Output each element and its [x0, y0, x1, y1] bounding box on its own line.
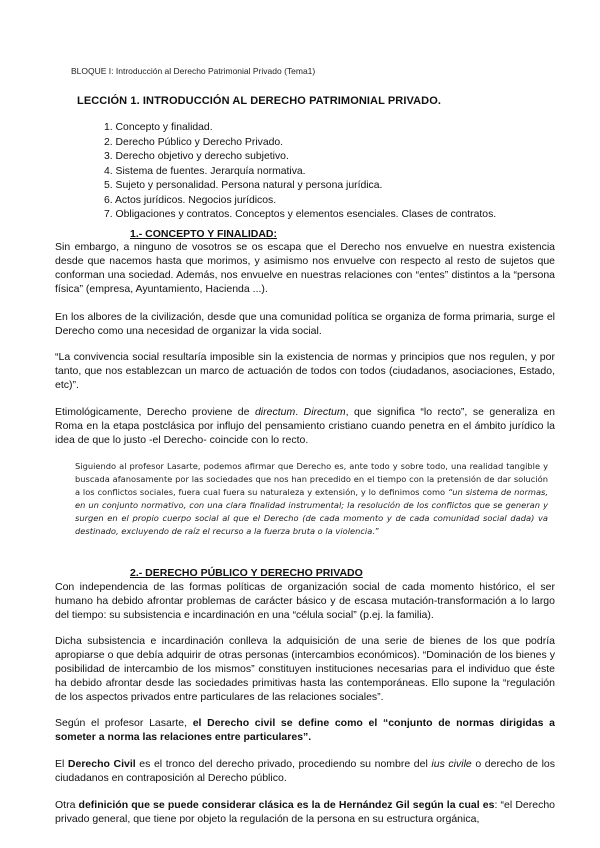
- latin-term: ius civile: [431, 758, 472, 770]
- table-of-contents: [104, 121, 496, 223]
- toc-item: 1. Concepto y finalidad.: [104, 122, 213, 133]
- bold-definition: definición que se puede considerar clásica es la de Hernández Gil según la cual es: [78, 799, 495, 811]
- section-2-paragraph-2: Dicha subsistencia e incardinación conlleva la adquisición de una serie de bienes de los que podría apropiarse o que debía adquirir de otras personas (intercambios económicos). “Dominación de los bienes y posibilidad de intercambio de los mismos” constituyen instituciones necesarias para el individuo que éste ha debido afrontar desde las sociedades primitivas hasta las contemporáneas. Ello supone la “regulación de los aspectos privados entre particulares de las relaciones sociales”.: [55, 635, 555, 703]
- section-2-title: 2.- DERECHO PÚBLICO Y DERECHO PRIVADO: [130, 567, 363, 579]
- text-run: Según el profesor Lasarte,: [55, 717, 193, 729]
- toc-item: 2. Derecho Público y Derecho Privado.: [104, 136, 284, 148]
- text-run: Siguiendo al profesor Lasarte, podemos afirmar que Derecho es, ante todo y sobre todo, una realidad tangible y buscada afanosamente por las sociedades que nos han precedido en el tiempo con la pretensión de dar solución a los conflictos sociales, fuera cual fuera su naturaleza y extensión, y lo definimos como: [75, 461, 548, 497]
- text-run: El: [55, 758, 68, 770]
- section-2-paragraph-3: [55, 716, 555, 744]
- toc-item: 3. Derecho objetivo y derecho subjetivo.: [104, 151, 289, 162]
- lesson-title: LECCIÓN 1. INTRODUCCIÓN AL DERECHO PATRIMONIAL PRIVADO.: [77, 95, 442, 107]
- text-run: o derecho de los ciudadanos en contraposición al Derecho público.: [55, 758, 555, 784]
- text-run: , que significa “lo recto”, se generaliza en Roma en la etapa postclásica por influjo del pensamiento cristiano cuando penetra en el ámbito jurídico la idea de que lo justo -el Derecho- coincide con lo recto.: [55, 406, 555, 446]
- section-2-paragraph-1: Con independencia de las formas políticas de organización social de cada momento histórico, el ser humano ha debido afrontar problemas de carácter básico y de escasa mutación-transformación a lo largo del tiempo: su subsistencia e incardinación en una “célula social” (p.ej. la familia).: [55, 581, 555, 621]
- text-run: es el tronco del derecho privado, procediendo su nombre del: [135, 758, 432, 770]
- latin-term: Directum: [303, 406, 346, 418]
- toc-item: 7. Obligaciones y contratos. Conceptos y elementos esenciales. Clases de contratos.: [104, 209, 497, 220]
- toc-item: 4. Sistema de fuentes. Jerarquía normativa.: [104, 165, 306, 177]
- text-run: Otra: [55, 799, 79, 811]
- text-run: Etimológicamente, Derecho proviene de: [55, 406, 255, 418]
- section-1-paragraph-4: [55, 405, 555, 447]
- section-1-title: 1.- CONCEPTO Y FINALIDAD:: [130, 228, 278, 240]
- toc-item: 5. Sujeto y personalidad. Persona natural y persona jurídica.: [104, 180, 383, 191]
- section-2-paragraph-4: [55, 757, 555, 785]
- running-header: BLOQUE I: Introducción al Derecho Patrimonial Privado (Tema1): [71, 66, 316, 76]
- section-2-paragraph-5: [55, 798, 555, 826]
- toc-item: 6. Actos jurídicos. Negocios jurídicos.: [104, 194, 277, 206]
- definition-quote: [75, 460, 548, 537]
- text-run: : “el Derecho privado general, que tiene por objeto la regulación de la persona en su estructura orgánica,: [55, 799, 556, 825]
- text-run: .”: [372, 525, 380, 536]
- latin-term: directum: [254, 406, 296, 418]
- section-1-paragraph-2: En los albores de la civilización, desde que una comunidad política se organiza de forma primaria, surge el Derecho como una necesidad de organizar la vida social.: [55, 311, 555, 337]
- section-1-paragraph-3: “La convivencia social resultaría imposible sin la existencia de normas y principios que nos regulen, y por tanto, que nos establezcan un marco de actuación de todos con todos (ciudadanos, asociaciones, Estado, etc)”.: [55, 351, 555, 391]
- text-run: .: [295, 406, 304, 418]
- bold-definition: el Derecho civil se define como el “conjunto de normas dirigidas a someter a norma las relaciones entre particulares”.: [55, 717, 555, 743]
- bold-term: Derecho Civil: [67, 758, 136, 770]
- section-1-paragraph-1: Sin embargo, a ninguno de vosotros se os escapa que el Derecho nos envuelve en nuestra existencia desde que nacemos hasta que morimos, y asimismo nos envuelve con respecto al resto de sujetos que conforman una sociedad. Además, nos envuelve en nuestras relaciones con “entes” distintos a la “persona física” (empresa, Ayuntamiento, Hacienda ...).: [55, 241, 555, 295]
- definition-italic: “un sistema de normas, en un conjunto normativo, con una clara finalidad instrumental; la resolución de los conflictos que se generan y surgen en el propio cuerpo social al que el Derecho (de cada momento y de cada comunidad social dada) va destinado, excluyendo de raíz el recurso a la fuerza bruta o la violencia: [75, 486, 548, 536]
